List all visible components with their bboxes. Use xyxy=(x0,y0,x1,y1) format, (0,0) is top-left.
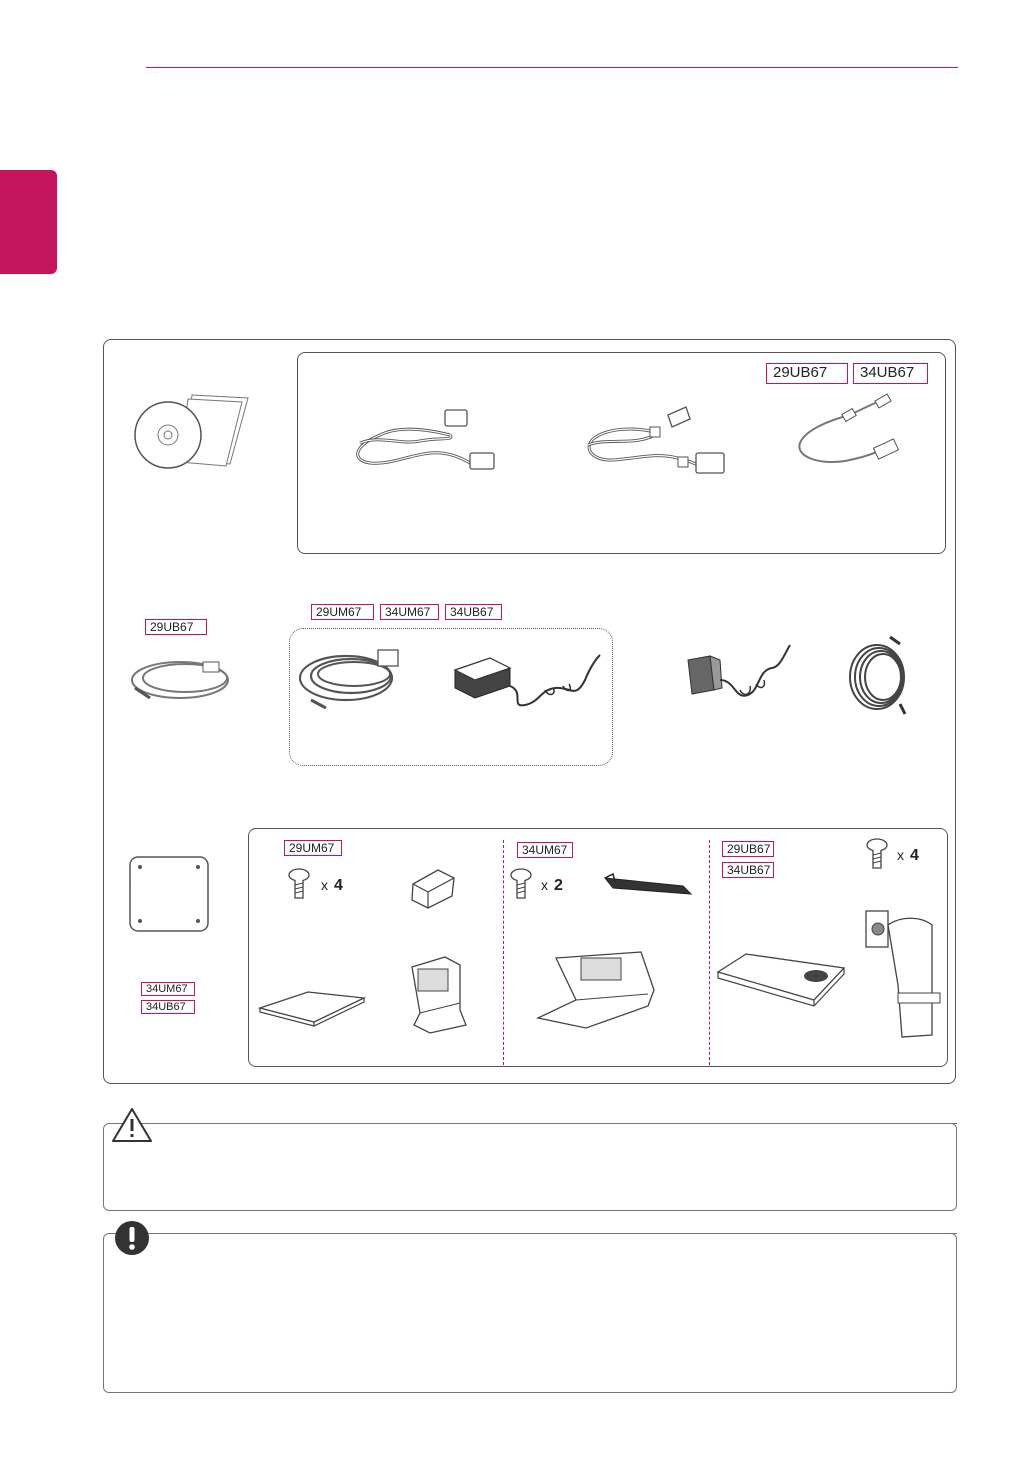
stand-base-icon xyxy=(716,950,848,1008)
model-tag-34um67: 34UM67 xyxy=(141,982,195,996)
screw-icon xyxy=(288,868,310,902)
screw-quantity: x 2 xyxy=(541,877,563,894)
model-tag-29um67: 29UM67 xyxy=(284,840,342,856)
divider xyxy=(709,840,710,1065)
model-tag-29um67: 29UM67 xyxy=(311,604,374,620)
stand-base-icon xyxy=(536,950,662,1030)
divider xyxy=(503,840,504,1065)
ac-dc-adapter-icon xyxy=(445,650,610,715)
model-tag-34ub67: 34UB67 xyxy=(141,1000,195,1014)
model-tag-34ub67: 34UB67 xyxy=(722,862,774,878)
note-rule xyxy=(238,1233,957,1234)
warning-triangle-icon xyxy=(110,1106,154,1144)
power-cord-icon xyxy=(125,650,240,710)
screw-icon xyxy=(510,868,532,902)
coiled-cable-icon xyxy=(845,632,915,717)
stand-body-icon xyxy=(862,905,942,1040)
model-tag-29ub67: 29UB67 xyxy=(145,619,207,635)
model-tag-34um67: 34UM67 xyxy=(380,604,439,620)
model-tag-34um67: 34UM67 xyxy=(517,842,573,858)
usb-power-adapter-icon xyxy=(680,640,800,712)
power-cord-icon xyxy=(296,640,411,712)
displayport-cable-icon xyxy=(340,405,510,475)
caution-box xyxy=(103,1123,957,1211)
note-box xyxy=(103,1233,957,1393)
cable-holder-icon xyxy=(603,872,693,900)
screw-quantity: x 4 xyxy=(897,847,919,864)
language-tab xyxy=(0,170,57,274)
header-rule xyxy=(146,67,958,68)
usb-cable-icon xyxy=(790,395,910,490)
exclamation-circle-icon xyxy=(113,1219,151,1257)
caution-rule xyxy=(258,1123,957,1124)
stand-base-icon xyxy=(258,990,368,1030)
model-tag-34ub67: 34UB67 xyxy=(853,363,928,384)
model-tag-29ub67: 29UB67 xyxy=(722,841,774,857)
cd-manual-icon xyxy=(130,390,250,470)
stand-cover-icon xyxy=(408,866,458,910)
stand-parts-box xyxy=(248,828,948,1067)
model-tag-34ub67: 34UB67 xyxy=(445,604,502,620)
screw-quantity: x 4 xyxy=(321,877,343,894)
wall-mount-plate-icon xyxy=(128,855,210,933)
model-tag-29ub67: 29UB67 xyxy=(766,363,848,384)
screw-icon xyxy=(866,838,888,872)
stand-body-icon xyxy=(400,955,470,1035)
dvi-cable-icon xyxy=(578,405,738,477)
